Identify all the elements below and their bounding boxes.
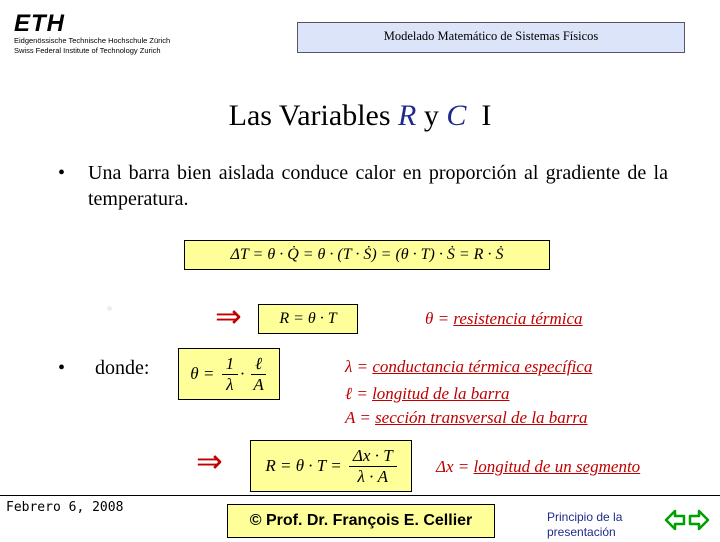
- back-forward-arrows-icon[interactable]: [664, 503, 710, 537]
- def-symbol: A: [345, 408, 356, 427]
- bullet-heat-conduction: [58, 160, 668, 212]
- def-symbol: λ: [345, 357, 353, 376]
- def-symbol: ℓ: [345, 384, 353, 403]
- formula-theta-fraction: [178, 348, 280, 400]
- formula-dot: ·: [240, 364, 245, 383]
- fraction-l-A: [249, 354, 267, 395]
- logo-mark: ETH: [14, 10, 65, 37]
- length-definition: [345, 382, 510, 405]
- implies-arrow-icon: ⇒: [215, 298, 242, 334]
- logo-line-2: Swiss Federal Institute of Technology Zurich: [14, 46, 161, 55]
- bullet-where: [58, 357, 149, 380]
- formula-text: ΔT = θ · Q̇ = θ · (T · Ṡ) = (θ · T) · Ṡ = R · Ṡ: [230, 246, 504, 263]
- fraction-numerator: ℓ: [251, 354, 266, 375]
- title-suffix: I: [466, 99, 492, 132]
- eth-logo: [14, 12, 214, 56]
- formula-lhs: R = θ · T =: [265, 456, 346, 475]
- title-var-c: C: [446, 99, 467, 132]
- formula-segment-resistance: [250, 440, 412, 492]
- logo-line-1: Eidgenössische Technische Hochschule Zürich: [14, 36, 171, 45]
- def-eq: =: [352, 357, 373, 376]
- def-eq: =: [355, 408, 376, 427]
- bullet-icon: •: [58, 357, 66, 379]
- start-presentation-link[interactable]: [547, 510, 622, 540]
- formula-resistance: [258, 304, 358, 334]
- fraction-dx-T: [349, 446, 397, 487]
- bullet-icon: •: [58, 162, 66, 184]
- footer-divider: [0, 495, 720, 496]
- course-title: Modelado Matemático de Sistemas Físicos: [383, 29, 599, 43]
- def-text: sección transversal de la barra: [375, 408, 588, 427]
- def-eq: =: [453, 457, 474, 476]
- title-var-r: R: [398, 99, 417, 132]
- title-prefix: Las Variables: [228, 99, 399, 132]
- def-text: conductancia térmica específica: [372, 357, 593, 376]
- fraction-numerator: 1: [222, 354, 239, 375]
- def-text: resistencia térmica: [453, 309, 583, 328]
- slide-title: [0, 96, 720, 136]
- footer-date: Febrero 6, 2008: [6, 500, 124, 515]
- formula-lhs: θ =: [190, 364, 219, 383]
- area-definition: [345, 406, 588, 429]
- segment-definition: [436, 455, 640, 478]
- nav-arrows-svg: [664, 503, 710, 537]
- theta-definition: [425, 309, 583, 329]
- bullet-text: donde:: [95, 357, 150, 379]
- author-credit: [227, 504, 495, 538]
- def-symbol: Δx: [436, 457, 454, 476]
- lambda-definition: [345, 355, 592, 378]
- fraction-denominator: A: [253, 374, 264, 394]
- bullet-text: Una barra bien aislada conduce calor en proporción al gradiente de la temperatura.: [88, 162, 668, 210]
- fraction-1-lambda: [222, 354, 239, 395]
- fraction-numerator: Δx · T: [349, 446, 397, 467]
- def-eq: =: [352, 384, 373, 403]
- course-header: [297, 22, 685, 53]
- credit-text: © Prof. Dr. François E. Cellier: [249, 512, 473, 529]
- faint-bullet: [107, 306, 112, 311]
- def-eq: =: [433, 309, 454, 328]
- implies-arrow-icon: ⇒: [196, 443, 223, 479]
- def-text: longitud de un segmento: [473, 457, 641, 476]
- formula-temperature-difference: [184, 240, 550, 270]
- def-symbol: θ: [425, 309, 434, 328]
- fraction-denominator: λ: [226, 374, 234, 394]
- def-text: longitud de la barra: [372, 384, 510, 403]
- nav-link-line-1: Principio de la: [547, 510, 623, 524]
- formula-text: R = θ · T: [279, 310, 337, 327]
- fraction-denominator: λ · A: [357, 466, 389, 486]
- title-mid: y: [416, 99, 447, 132]
- nav-link-line-2: presentación: [547, 525, 616, 539]
